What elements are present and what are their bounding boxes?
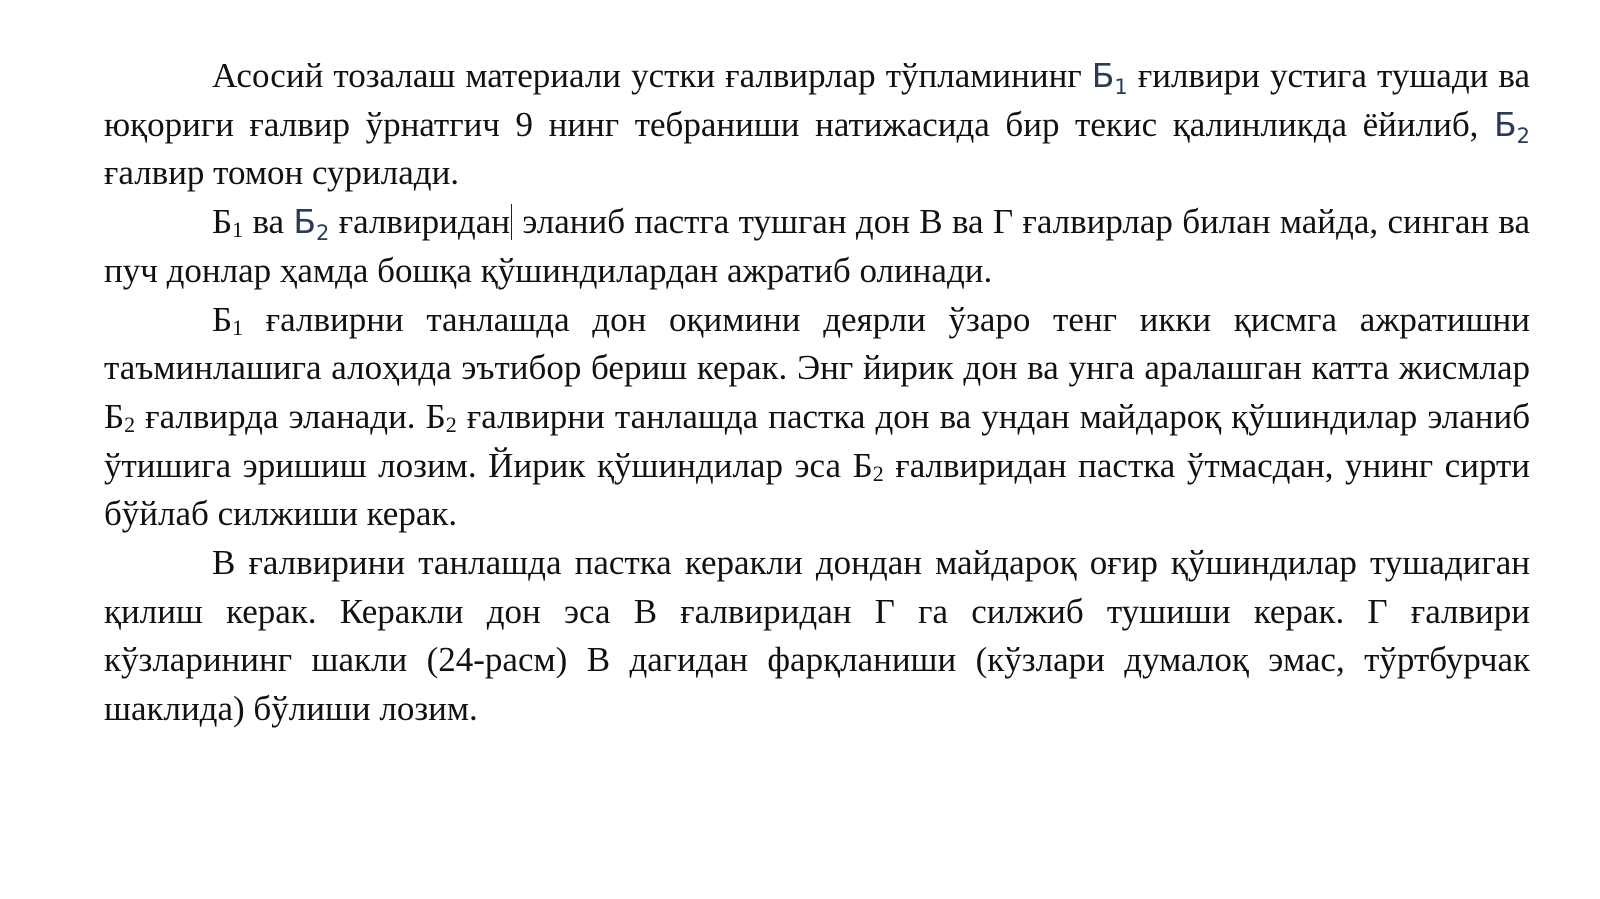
p1-text-c: ғалвир томон сурилади. <box>104 153 460 193</box>
p3-text-f: ғалвирни танлашда пастка дон ва ундан майдароқ қўшиндилар эланиб ўтишига эришиш лозим. Йирик қўшиндилар эса <box>104 396 1531 485</box>
paragraph-3 <box>104 296 1530 540</box>
p2-text-d: эланиб пастга тушган дон В ва Г ғалвирлар билан майда, синган ва пуч донлар ҳамда бошқа қўшиндилардан ажратиб олинади. <box>104 202 1531 290</box>
p1-text-a: Асосий тозалаш материали устки ғалвирлар тўпламининг <box>212 56 1082 95</box>
p4-text: В ғалвирини танлашда пастка керакли дондан майдароқ оғир қўшиндилар тушадиган қилиш керак. Керакли дон эса В ғалвиридан Г га силжиб тушиши керак. Г ғалвири кўзларининг шакли (24-расм) В дагидан фарқланиши (кўзлари думалоқ эмас, тўртбурчак шаклида) бўлиши лозим. <box>104 543 1530 729</box>
document-page <box>104 52 1530 734</box>
paragraph-1 <box>104 52 1530 198</box>
symbol-b2-p2-sub: 2 <box>316 221 330 246</box>
p2-text-c: ғалвиридан <box>338 202 510 242</box>
symbol-b2-p2-base: Б <box>293 202 317 242</box>
p2-b1-base: Б <box>212 202 233 242</box>
symbol-b1-sub: 1 <box>1114 75 1128 99</box>
p3-b2-base-3: Б <box>852 445 873 485</box>
symbol-b2 <box>1493 104 1530 148</box>
paragraph-4 <box>104 539 1530 734</box>
p3-b2-sub-3: 2 <box>872 460 884 486</box>
p1-text-b: ғилвири устига тушади ва юқориги ғалвир ўрнатгич 9 нинг тебраниши натижасида бир текис қалинликда ёйилиб, <box>104 56 1531 144</box>
p3-text-b: ғалвирни танлашда дон оқимини деярли ўзаро тенг икки қисмга ажратишни таъминлашига алоҳида эътибор бериш керак. Энг йирик дон ва унга аралашган катта жисмлар <box>104 299 1531 388</box>
symbol-b2-p2 <box>293 202 330 246</box>
symbol-b2-base: Б <box>1493 104 1517 144</box>
symbol-b1-base: Б <box>1091 56 1115 95</box>
p3-b2-base-1: Б <box>104 396 125 436</box>
p3-text-h: ғалвиридан пастка ўтмасдан, унинг сирти бўйлаб силжиши керак. <box>104 445 1531 534</box>
symbol-b2-sub: 2 <box>1516 123 1530 148</box>
p2-b1-sub: 1 <box>232 217 244 243</box>
symbol-b1 <box>1091 56 1128 99</box>
p3-b1-sub: 1 <box>232 314 244 340</box>
text-cursor <box>511 204 512 240</box>
p3-text-d: ғалвирда эланади. <box>145 396 416 436</box>
paragraph-2 <box>104 198 1530 295</box>
p3-b2-sub-2: 2 <box>445 411 457 437</box>
p3-b1-base: Б <box>212 299 233 339</box>
p2-text-b: ва <box>252 202 285 242</box>
p3-b2-sub-1: 2 <box>124 411 136 437</box>
p3-b2-base-2: Б <box>425 396 446 436</box>
